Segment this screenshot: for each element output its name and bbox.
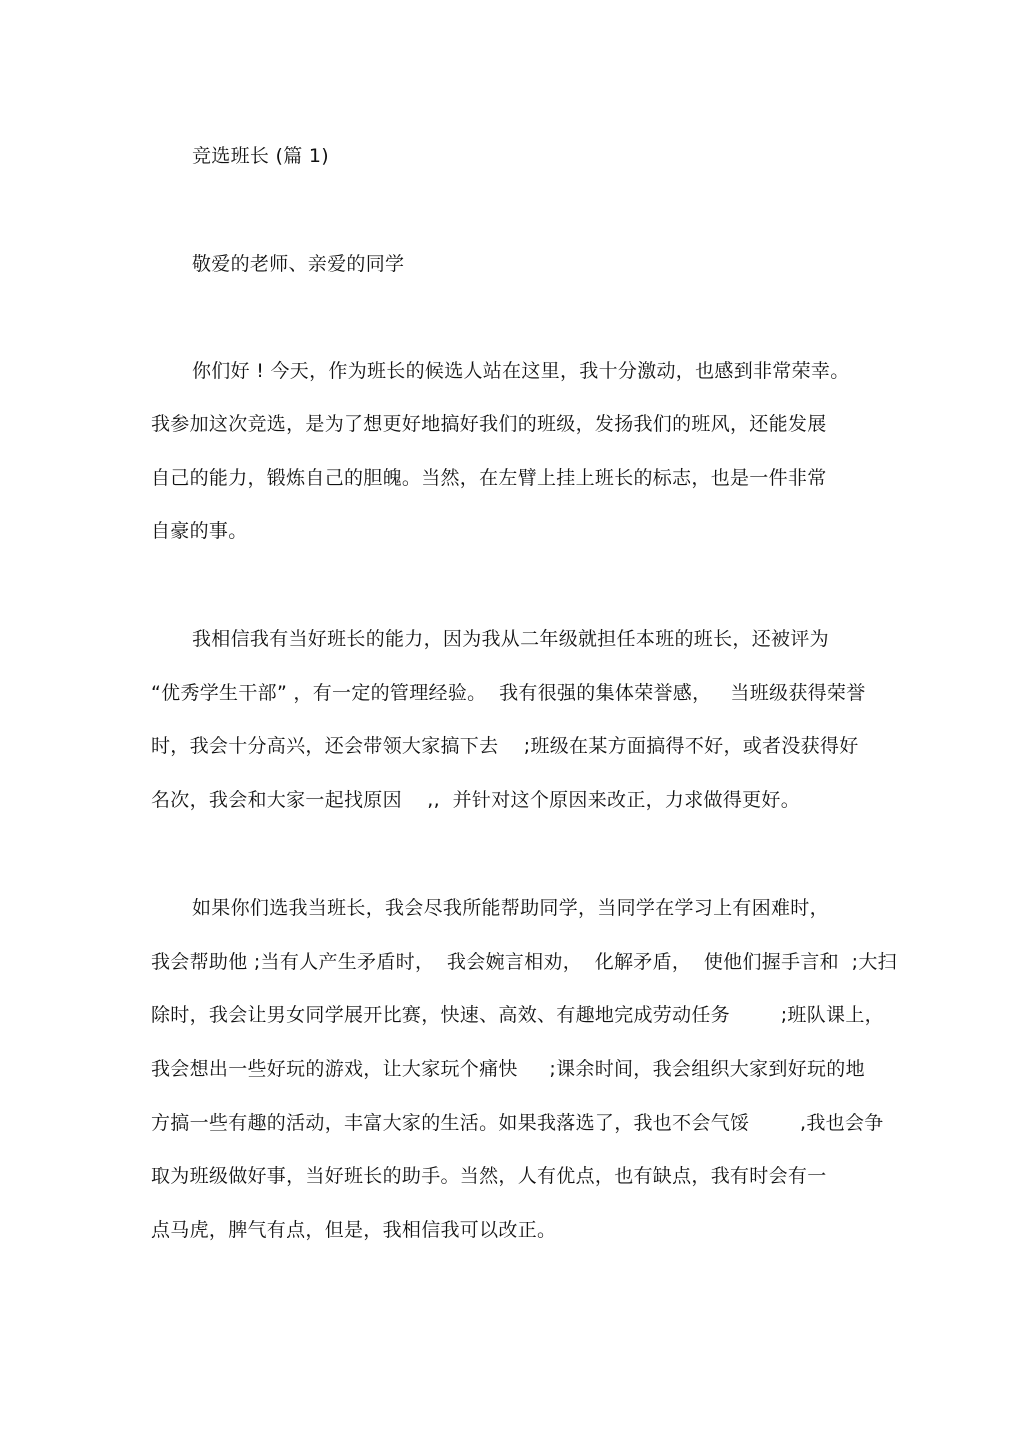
paragraph-line: “优秀学生干部” ，有一定的管理经验。 我有很强的集体荣誉感， 当班级获得荣誉 bbox=[151, 682, 866, 704]
document-title: 竞选班长 (篇 1) bbox=[192, 145, 329, 167]
paragraph-line: 除时，我会让男女同学展开比赛，快速、高效、有趣地完成劳动任务 ;班队课上， bbox=[151, 1004, 884, 1026]
paragraph-line: 你们好 ! 今天，作为班长的候选人站在这里，我十分激动，也感到非常荣幸。 bbox=[192, 360, 850, 382]
salutation: 敬爱的老师、亲爱的同学 bbox=[192, 253, 405, 275]
paragraph-line: 点马虎，脾气有点，但是，我相信我可以改正。 bbox=[151, 1219, 557, 1241]
paragraph-line: 自豪的事。 bbox=[151, 520, 248, 542]
paragraph-line: 我相信我有当好班长的能力，因为我从二年级就担任本班的班长，还被评为 bbox=[192, 628, 829, 650]
paragraph-line: 我会帮助他 ;当有人产生矛盾时， 我会婉言相劝， 化解矛盾， 使他们握手言和 ;大扫 bbox=[151, 951, 897, 973]
paragraph-line: 取为班级做好事，当好班长的助手。当然，人有优点，也有缺点，我有时会有一 bbox=[151, 1165, 827, 1187]
paragraph-line: 我会想出一些好玩的游戏，让大家玩个痛快 ;课余时间，我会组织大家到好玩的地 bbox=[151, 1058, 865, 1080]
paragraph-line: 我参加这次竞选，是为了想更好地搞好我们的班级，发扬我们的班风，还能发展 bbox=[151, 413, 827, 435]
paragraph-line: 自己的能力，锻炼自己的胆魄。当然，在左臂上挂上班长的标志，也是一件非常 bbox=[151, 467, 827, 489]
paragraph-line: 名次，我会和大家一起找原因 ,, 并针对这个原因来改正，力求做得更好。 bbox=[151, 789, 801, 811]
paragraph-line: 如果你们选我当班长，我会尽我所能帮助同学，当同学在学习上有困难时， bbox=[192, 897, 829, 919]
paragraph-line: 方搞一些有趣的活动，丰富大家的生活。如果我落选了，我也不会气馁 ,我也会争 bbox=[151, 1112, 884, 1134]
paragraph-line: 时，我会十分高兴，还会带领大家搞下去 ;班级在某方面搞得不好，或者没获得好 bbox=[151, 735, 859, 757]
